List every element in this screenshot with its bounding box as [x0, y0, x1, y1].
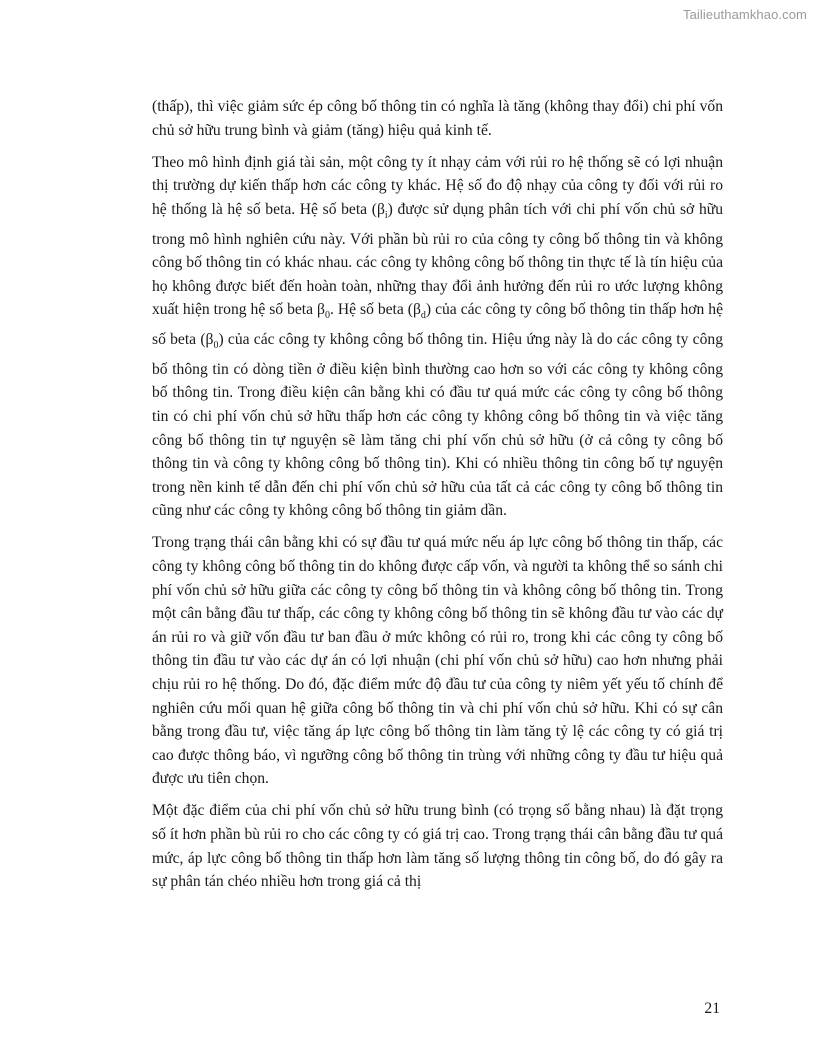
- paragraph-3: Trong trạng thái cân bằng khi có sự đầu tư quá mức nếu áp lực công bố thông tin thấp, các công ty không công bố thông tin do không được cấp vốn, và người ta không thể so sánh chi phí vốn chủ sở hữu giữa các công ty công bố thông tin và không công bố thông tin. Trong một cân bằng đầu tư thấp, các công ty không công bố thông tin sẽ không đầu tư vào các dự án rủi ro và giữ vốn đầu tư ban đầu ở mức không có rủi ro, trong khi các công ty công bố thông tin đầu tư vào các dự án có lợi nhuận (chi phí vốn chủ sở hữu) cao hơn nhưng phải chịu rủi ro hệ thống. Do đó, đặc điểm mức độ đầu tư của công ty niêm yết yếu tố chính để nghiên cứu mối quan hệ giữa công bố thông tin và chi phí vốn chủ sở hữu. Khi có sự cân bằng trong đầu tư, việc tăng áp lực công bố thông tin làm tăng tỷ lệ các công ty có giá trị cao được thông báo, vì ngưỡng công bố thông tin trùng với những công ty đầu tư hiệu quả được ưu tiên chọn.: [152, 534, 723, 788]
- paragraph-4: Một đặc điểm của chi phí vốn chủ sở hữu trung bình (có trọng số bằng nhau) là đặt trọng số ít hơn phần bù rủi ro cho các công ty có giá trị cao. Trong trạng thái cân bằng đầu tư quá mức, áp lực công bố thông tin thấp hơn làm tăng số lượng thông tin công bố, do đó gây ra sự phân tán chéo nhiều hơn trong giá cả thị: [152, 802, 723, 891]
- paragraph-2: Theo mô hình định giá tài sản, một công ty ít nhạy cảm với rủi ro hệ thống sẽ có lợi nhuận thị trường dự kiến thấp hơn các công ty khác. Hệ số đo độ nhạy của công ty đối với rủi ro hệ thống là hệ số beta. Hệ số beta $(\beta_i)$ được sử dụng phân tích với chi phí vốn chủ sở hữu trong mô hình nghiên cứu này. Với phần bù rủi ro của công ty công bố thông tin và không công bố thông tin có khác nhau. các công ty không công bố thông tin thực tế là tín hiệu của họ không được biết đến hoàn toàn, những thay đổi ảnh hưởng đến rủi ro ước lượng không xuất hiện trong hệ số beta $\beta_0$. Hệ số beta $(\beta_d)$ của các công ty công bố thông tin thấp hơn hệ số beta $(\beta_0)$ của các công ty không công bố thông tin. Hiệu ứng này là do các công ty công bố thông tin có dòng tiền ở điều kiện bình thường cao hơn so với các công ty không công bố thông tin. Trong điều kiện cân bằng khi có đầu tư quá mức các công ty công bố thông tin có chi phí vốn chủ sở hữu thấp hơn các công ty không công bố thông tin và việc tăng công bố thông tin tự nguyện sẽ làm tăng chi phí vốn chủ sở hữu (ở cả công ty công bố thông tin và công ty không công bố thông tin). Khi có nhiều thông tin công bố tự nguyện trong nền kinh tế dẫn đến chi phí vốn chủ sở hữu của tất cả các công ty công bố thông tin cũng như các công ty không công bố thông tin giảm dần.: [152, 153, 723, 520]
- paragraph-1: (thấp), thì việc giảm sức ép công bố thông tin có nghĩa là tăng (không thay đổi) chi phí vốn chủ sở hữu trung bình và giảm (tăng) hiệu quả kinh tế.: [152, 98, 723, 139]
- page-body: [152, 95, 723, 902]
- watermark: Tailieuthamkhao.com: [682, 7, 807, 22]
- page-number: 21: [704, 1000, 720, 1017]
